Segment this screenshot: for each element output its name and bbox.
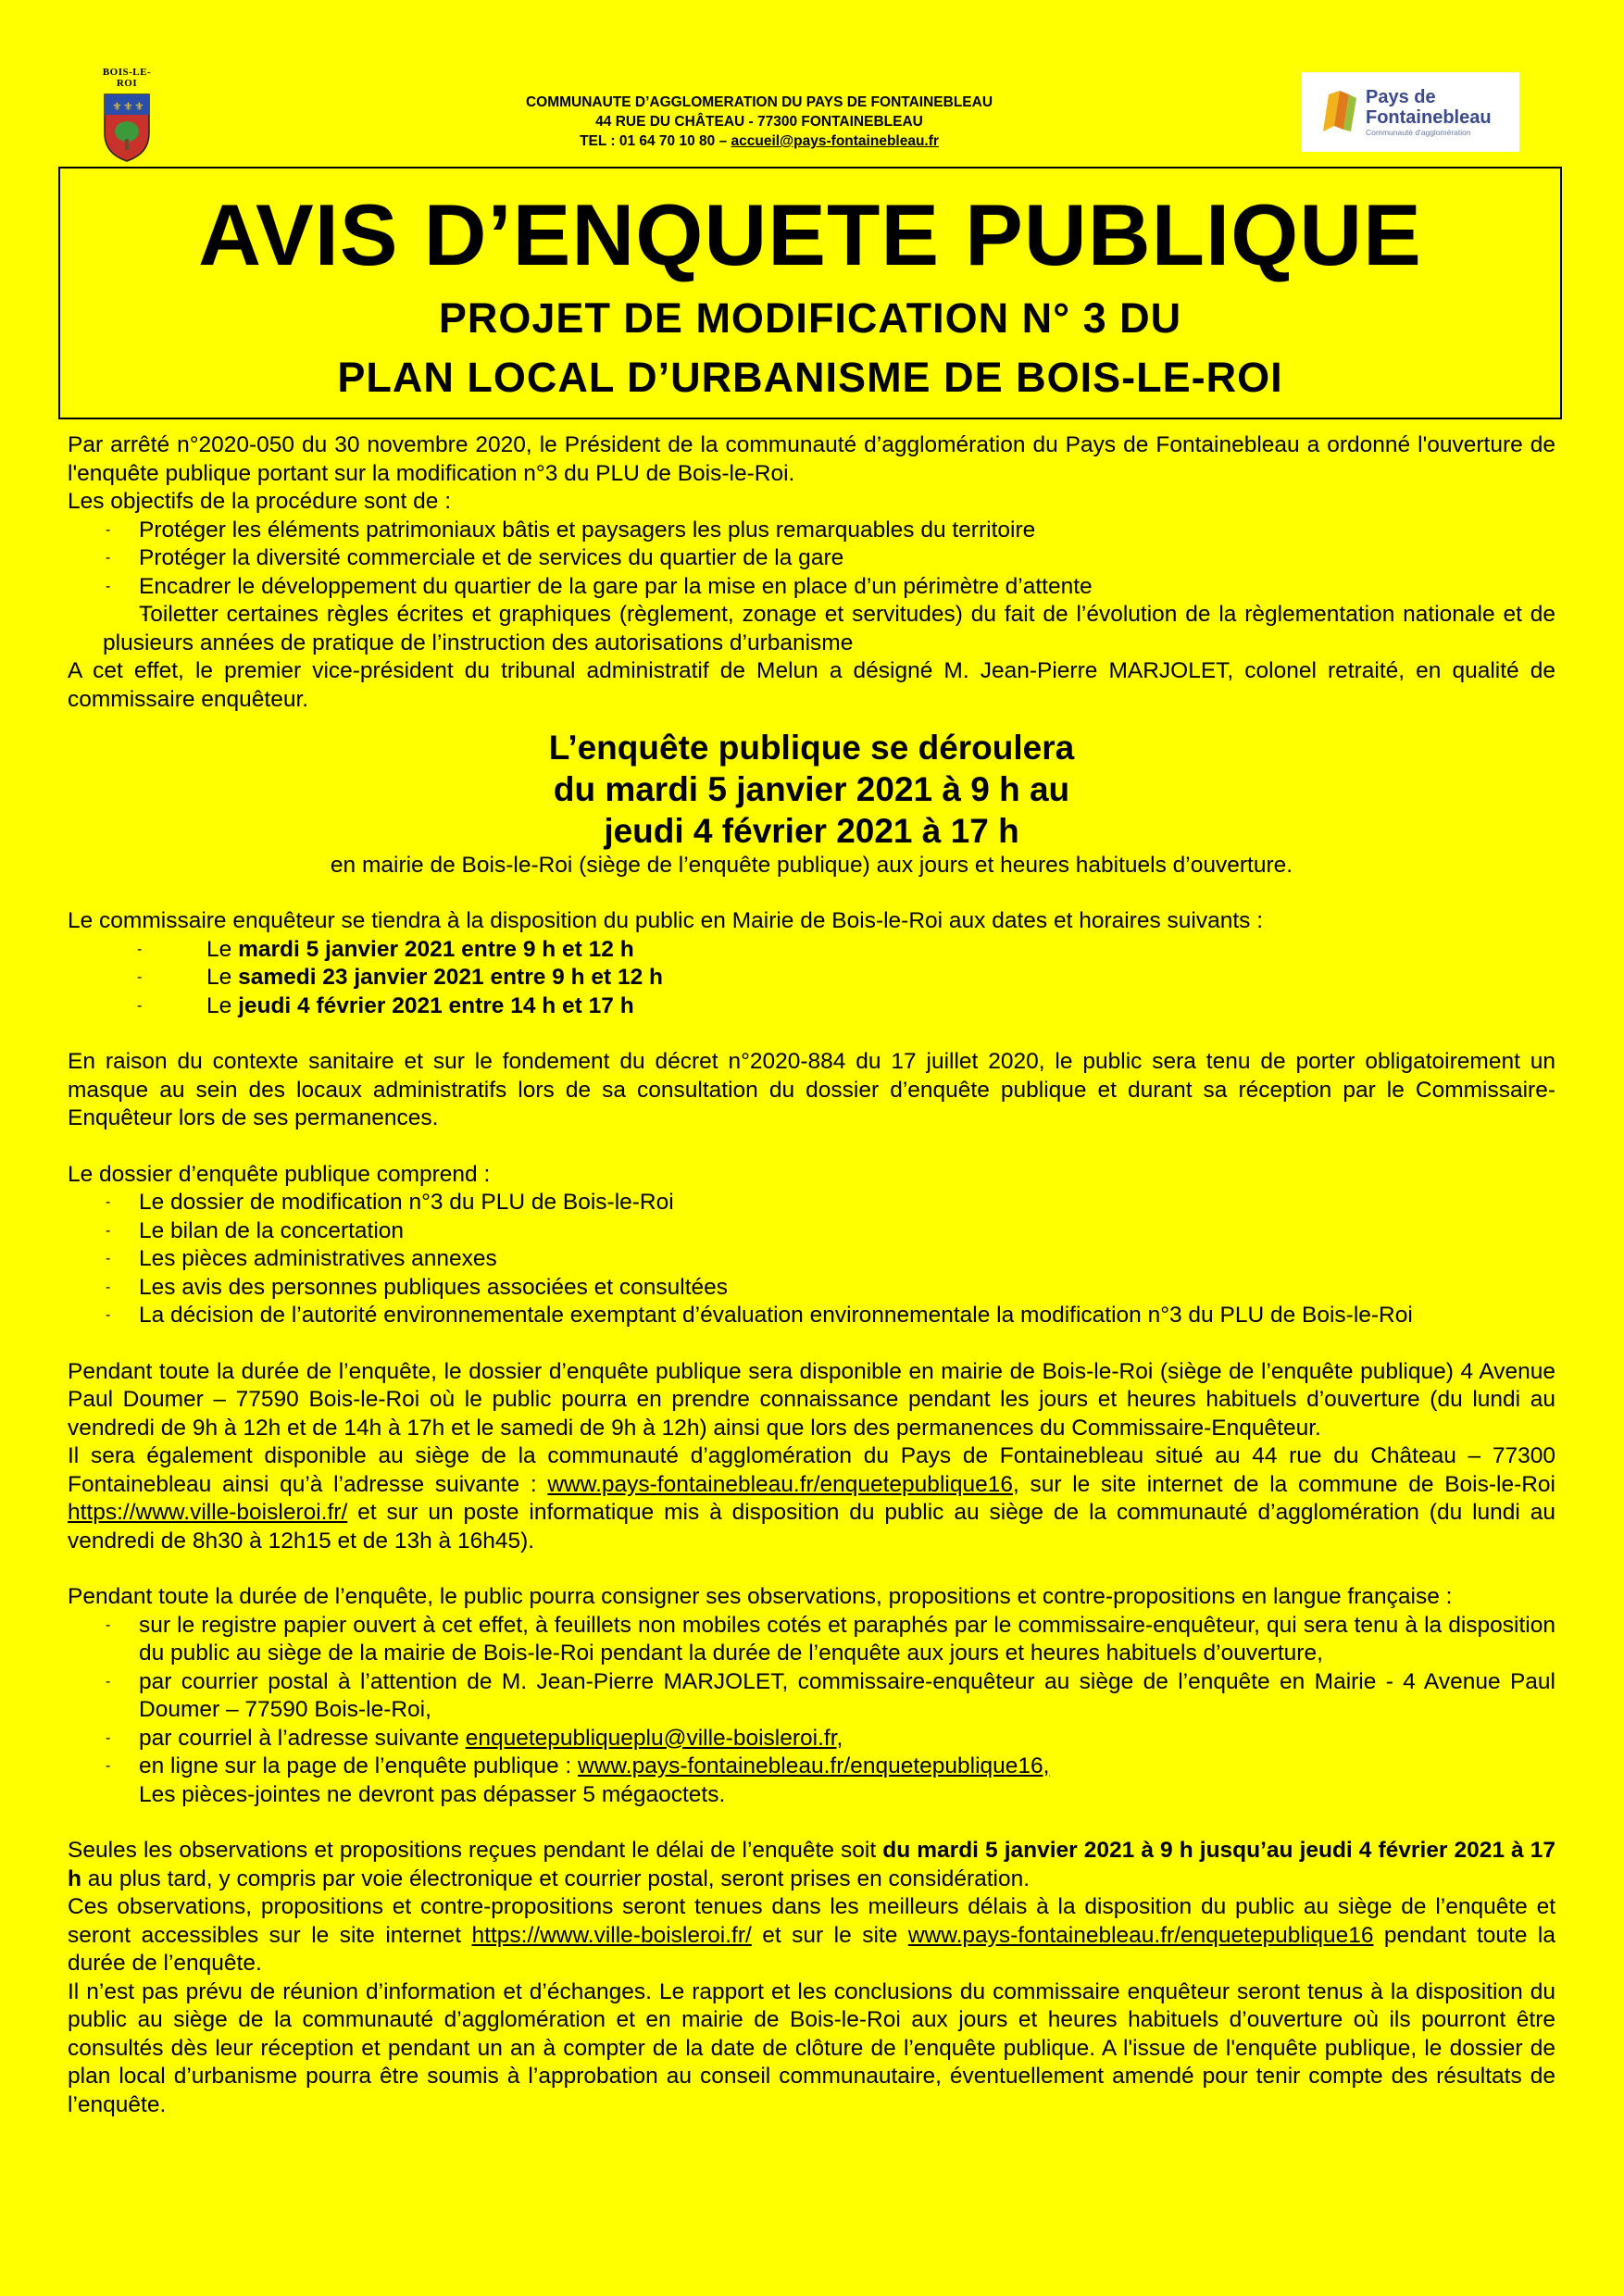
list-item: - Le bilan de la concertation — [68, 1217, 1555, 1246]
report-paragraph: Il n’est pas prévu de réunion d’information et d’échanges. Le rapport et les conclusions du commissaire enquêteur seront tenus à la disposition du public au siège de la communauté d’agglomération et en mairie de Bois-le-Roi aux jours et heures habituels d’ouverture où ils pourront être consultés dès leur réception et pendant un an à compter de la date de clôture de l’enquête publique. A l'issue de l'enquête publique, le dossier de plan local d’urbanisme pourra être soumis à l’approbation au conseil communautaire, éventuellement amendé pour tenir compte des résultats de l’enquête. — [68, 1978, 1555, 2117]
org-phone: TEL : 01 64 70 10 80 – — [580, 133, 731, 149]
project-title-line1: PROJET DE MODIFICATION N° 3 DU — [438, 294, 1182, 342]
consultation-paragraph: Pendant toute la durée de l’enquête, le dossier d’enquête publique sera disponible en mairie de Bois-le-Roi (siège de l’enquête publique) 4 Avenue Paul Doumer – 77590 Bois-le-Roi où le public pourra en prendre connaissance pendant les jours et heures habituels d’ouverture (du lundi au vendredi de 9h à 12h et de 14h à 17h et le samedi de 9h à 12h) ainsi que lors des permanences du Commissaire-Enquêteur. — [68, 1358, 1555, 1441]
project-title-line2: PLAN LOCAL D’URBANISME DE BOIS-LE-ROI — [337, 354, 1283, 401]
intro-paragraph: Par arrêté n°2020-050 du 30 novembre 2020, le Président de la communauté d’agglomération du Pays de Fontainebleau a ordonné l'ouverture de l'enquête publique portant sur la modification n°3 du PLU de Bois-le-Roi. — [68, 432, 1555, 486]
list-item: - Protéger la diversité commerciale et de services du quartier de la gare — [68, 544, 1555, 573]
list-item: - Les pièces administratives annexes — [68, 1245, 1555, 1274]
consultation-online-paragraph: Il sera également disponible au siège de la communauté d’agglomération du Pays de Fontainebleau situé au 44 rue du Château – 77300 Fontainebleau ainsi qu’à l’adresse suivante : www.pays-fontainebleau.fr/enquetepublique16, sur le site internet de la commune de Bois-le-Roi https://www.ville-boisleroi.fr/ et sur un poste informatique mis à disposition du public au siège de la communauté d’agglomération (du lundi au vendredi de 8h30 à 12h15 et de 13h à 16h45). — [68, 1443, 1556, 1554]
inquiry-dates — [68, 727, 1555, 852]
list-item: - Le samedi 23 janvier 2021 entre 9 h et 12 h — [68, 964, 1555, 992]
town-logo-name: BOIS-LE-ROI — [102, 67, 152, 89]
logo-text-line1: Pays de — [1366, 87, 1436, 107]
list-item: - Protéger les éléments patrimoniaux bâtis et paysagers les plus remarquables du territoire — [68, 517, 1555, 545]
title-box — [58, 167, 1562, 419]
pays-fontainebleau-link[interactable]: www.pays-fontainebleau.fr/enquetepublique16 — [907, 1922, 1374, 1948]
ville-boisleroi-link[interactable]: https://www.ville-boisleroi.fr/ — [68, 1500, 348, 1525]
org-name: COMMUNAUTE D’AGGLOMERATION DU PAYS DE FONTAINEBLEAU — [525, 94, 993, 110]
dossier-intro: Le dossier d’enquête publique comprend : — [68, 1161, 491, 1187]
observations-intro: Pendant toute la durée de l’enquête, le public pourra consigner ses observations, propositions et contre-propositions en langue française : — [68, 1584, 1453, 1609]
dates-line3: jeudi 4 février 2021 à 17 h — [604, 812, 1019, 850]
dates-location: en mairie de Bois-le-Roi (siège de l’enquête publique) aux jours et heures habituels d’ouverture. — [330, 853, 1293, 878]
list-item: - Toiletter certaines règles écrites et graphiques (règlement, zonage et servitudes) du fait de l’évolution de la règlementation nationale et de plusieurs années de pratique de l’instruction des autorisations d’urbanisme — [68, 601, 1555, 657]
org-email-link[interactable]: accueil@pays-fontainebleau.fr — [731, 133, 939, 149]
crest-icon — [103, 93, 151, 163]
town-crest-logo — [93, 67, 161, 163]
sanitary-paragraph: En raison du contexte sanitaire et sur le fondement du décret n°2020-884 du 17 juillet 2020, le public sera tenu de porter obligatoirement un masque au sein des locaux administratifs lors de sa consultation du dossier d’enquête publique et durant sa réception par le Commissaire-Enquêteur lors de ses permanences. — [68, 1049, 1555, 1130]
list-item: - Les avis des personnes publiques associées et consultées — [68, 1274, 1555, 1303]
svg-text:⚜: ⚜ — [112, 100, 122, 113]
pays-fontainebleau-link[interactable]: www.pays-fontainebleau.fr/enquetepublique16 — [547, 1471, 1013, 1497]
list-item: - Le mardi 5 janvier 2021 entre 9 h et 12 h — [68, 936, 1555, 965]
online-inquiry-link[interactable]: www.pays-fontainebleau.fr/enquetepublique16, — [578, 1753, 1050, 1778]
list-item: - par courriel à l’adresse suivante enquetepubliqueplu@ville-boisleroi.fr, — [68, 1725, 1555, 1753]
objectives-intro: Les objectifs de la procédure sont de : — [68, 489, 452, 514]
objectives-list — [68, 517, 1555, 658]
notice-body — [68, 431, 1555, 2119]
list-item: - Le dossier de modification n°3 du PLU de Bois-le-Roi — [68, 1189, 1555, 1217]
org-contact — [352, 131, 1167, 151]
list-item: - par courrier postal à l’attention de M. Jean-Pierre MARJOLET, commissaire-enquêteur au siège de l’enquête en Mairie - 4 Avenue Paul Doumer – 77590 Bois-le-Roi, — [68, 1668, 1555, 1725]
dates-line2: du mardi 5 janvier 2021 à 9 h au — [553, 770, 1070, 808]
list-item: - en ligne sur la page de l’enquête publique : www.pays-fontainebleau.fr/enquetepublique16, — [68, 1753, 1555, 1781]
logo-text-line2: Fontainebleau — [1366, 107, 1492, 128]
list-item: - Encadrer le développement du quartier de la gare par la mise en place d’un périmètre d’attente — [68, 573, 1555, 602]
deadline-paragraph: Seules les observations et propositions reçues pendant le délai de l’enquête soit du mardi 5 janvier 2021 à 9 h jusqu’au jeudi 4 février 2021 à 17 h au plus tard, y compris par voie électronique et courrier postal, seront prises en considération. — [68, 1838, 1555, 1891]
list-item: - Le jeudi 4 février 2021 entre 14 h et 17 h — [68, 992, 1555, 1021]
pays-fontainebleau-logo — [1301, 72, 1519, 152]
permanences-list — [68, 936, 1555, 1021]
attachment-note: Les pièces-jointes ne devront pas dépasser 5 mégaoctets. — [139, 1781, 726, 1807]
ville-boisleroi-link[interactable]: https://www.ville-boisleroi.fr/ — [471, 1922, 752, 1948]
permanences-intro: Le commissaire enquêteur se tiendra à la disposition du public en Mairie de Bois-le-Roi aux dates et horaires suivants : — [68, 908, 1264, 933]
list-item: - La décision de l’autorité environnementale exemptant d’évaluation environnementale la modification n°3 du PLU de Bois-le-Roi — [68, 1302, 1555, 1330]
svg-text:⚜: ⚜ — [134, 100, 144, 113]
email-link[interactable]: enquetepubliqueplu@ville-boisleroi.fr — [465, 1725, 837, 1751]
dates-line1: L’enquête publique se déroulera — [548, 729, 1075, 767]
notice-title: AVIS D’ENQUETE PUBLIQUE — [198, 186, 1422, 283]
commissioner-paragraph: A cet effet, le premier vice-président du tribunal administratif de Melun a désigné M. Jean-Pierre MARJOLET, colonel retraité, en qualité de commissaire enquêteur. — [68, 658, 1555, 712]
logo-text-line3: Communauté d'agglomération — [1366, 128, 1471, 137]
leaf-logo-icon — [1319, 89, 1360, 135]
list-item: - sur le registre papier ouvert à cet effet, à feuillets non mobiles cotés et paraphés par le commissaire-enquêteur, qui sera tenu à la disposition du public au siège de la mairie de Bois-le-Roi pendant la durée de l’enquête aux jours et heures habituels d’ouverture, — [68, 1612, 1555, 1668]
organization-header — [352, 93, 1167, 151]
dossier-list — [68, 1189, 1555, 1330]
svg-text:⚜: ⚜ — [123, 100, 133, 113]
accessibility-paragraph: Ces observations, propositions et contre-propositions seront tenues dans les meilleurs délais à la disposition du public au siège de l’enquête et seront accessibles sur le site internet https://www.ville-boisleroi.fr/ et sur le site www.pays-fontainebleau.fr/enquetepublique16 pendant toute la durée de l’enquête. — [68, 1894, 1555, 1976]
org-address: 44 RUE DU CHÂTEAU - 77300 FONTAINEBLEAU — [595, 114, 923, 130]
observations-list — [68, 1612, 1555, 1781]
